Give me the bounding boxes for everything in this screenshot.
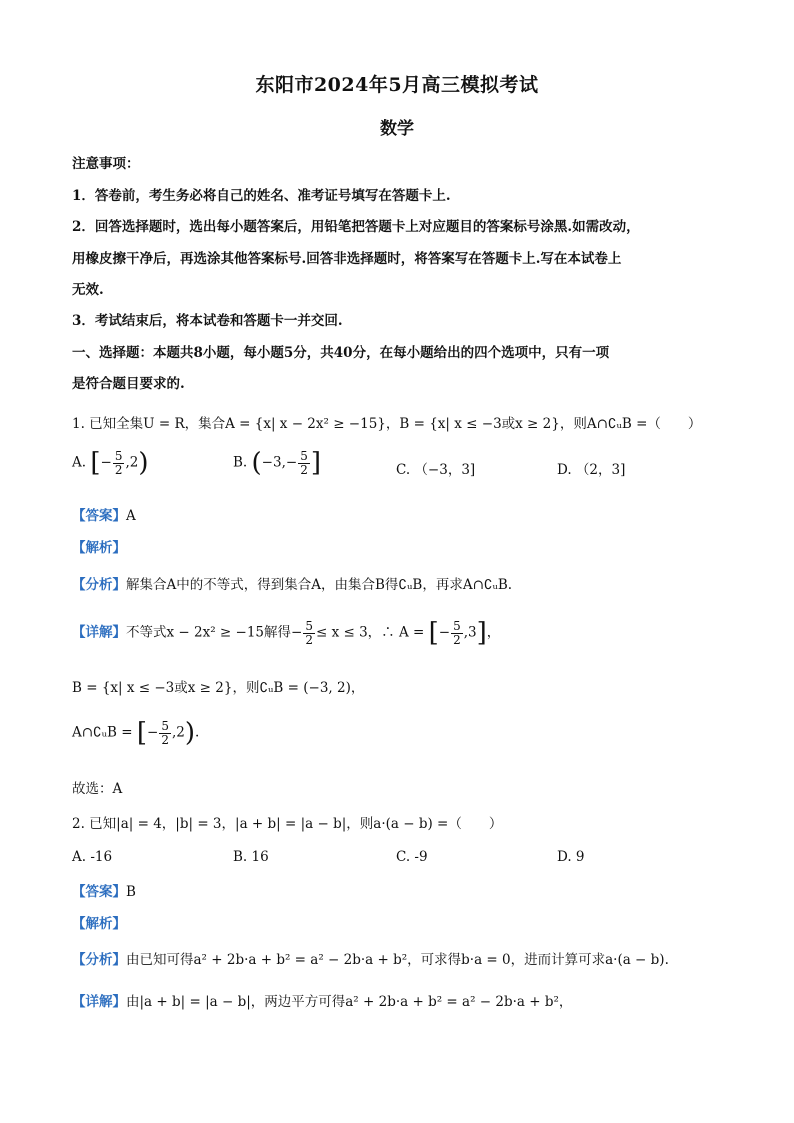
note-2b: 用橡皮擦干净后，再选涂其他答案标号.回答非选择题时，将答案写在答题卡上.写在本试卷上 xyxy=(72,251,622,267)
q1-option-b-neg3: −3, xyxy=(261,454,286,471)
q1-option-d: D. （2，3] xyxy=(557,462,626,478)
q1-option-b xyxy=(233,448,321,478)
answer-value: A xyxy=(126,508,136,524)
q2-stem: 2. 已知|a| = 4，|b| = 3，|a + b| = |a − b|，则a·(a − b) =（ ） xyxy=(72,816,503,832)
q1-option-b-frac xyxy=(298,450,310,477)
detail-text-1b: ≤ x ≤ 3，∴ A = xyxy=(315,624,425,641)
q1-option-a-close: ) xyxy=(138,448,149,478)
q1-option-b-close: ] xyxy=(310,448,321,478)
q1-option-a-label: A. xyxy=(72,454,87,471)
detail-close: ] xyxy=(476,618,487,648)
q2-fenxi xyxy=(72,948,669,968)
frac-num: 5 xyxy=(300,448,308,463)
frac-den: 2 xyxy=(114,462,123,477)
detail-3-close: ) xyxy=(184,718,196,748)
q1-stem: 1. 已知全集U = R，集合A = {x| x − 2x² ≥ −15}，B = {x| x ≤ −3或x ≥ 2}，则A∩∁ᵤB =（ ） xyxy=(72,416,702,432)
analysis-tag: 【解析】 xyxy=(72,540,126,556)
detail-text-1: 不等式x − 2x² ≥ −15解得 xyxy=(126,624,292,641)
q1-option-a-two: ,2 xyxy=(125,454,139,471)
q1-option-b-minus: − xyxy=(285,454,298,471)
q2-option-c: C. -9 xyxy=(396,849,428,865)
section-line-1: 一、选择题：本题共8小题，每小题5分，共40分，在每小题给出的四个选项中，只有一项 xyxy=(72,345,610,361)
q1-option-a-minus: − xyxy=(100,454,112,471)
q1-analysis-tag xyxy=(72,536,126,556)
notes-heading: 注意事项： xyxy=(72,156,140,172)
detail-minus: − xyxy=(291,624,303,641)
note-3: 3．考试结束后，将本试卷和答题卡一并交回. xyxy=(72,313,343,329)
fenxi-text: 解集合A中的不等式，得到集合A，由集合B得∁ᵤB，再求A∩∁ᵤB. xyxy=(126,577,513,593)
detail-3-period: . xyxy=(195,724,200,741)
q1-choose: 故选：A xyxy=(72,781,123,797)
exam-title: 东阳市2024年5月高三模拟考试 xyxy=(255,74,539,96)
frac-den: 2 xyxy=(305,632,313,647)
analysis-tag: 【解析】 xyxy=(72,916,126,932)
q1-detail-2: B = {x| x ≤ −3或x ≥ 2}，则∁ᵤB = (−3, 2)， xyxy=(72,680,365,696)
fenxi-tag: 【分析】 xyxy=(72,577,126,593)
frac-num: 5 xyxy=(305,618,313,633)
q1-option-c: C. （−3，3] xyxy=(396,462,476,478)
detail-text: 由|a + b| = |a − b|，两边平方可得a² + 2b·a + b² = a² − 2b·a + b²， xyxy=(126,994,573,1010)
frac-den: 2 xyxy=(453,632,461,647)
q1-option-b-open: ( xyxy=(251,448,262,478)
section-line-2: 是符合题目要求的. xyxy=(72,376,185,392)
q1-option-b-label: B. xyxy=(233,454,248,471)
q2-option-a: A. -16 xyxy=(72,849,113,865)
q1-option-a-frac xyxy=(113,450,125,477)
answer-tag: 【答案】 xyxy=(72,508,126,524)
detail-minus-2: − xyxy=(438,624,451,641)
detail-tag: 【详解】 xyxy=(72,994,126,1010)
note-1: 1．答卷前，考生务必将自己的姓名、准考证号填写在答题卡上. xyxy=(72,188,451,204)
fenxi-text: 由已知可得a² + 2b·a + b² = a² − 2b·a + b²，可求得b·a = 0，进而计算可求a·(a − b). xyxy=(126,952,669,968)
answer-tag: 【答案】 xyxy=(72,884,126,900)
detail-comma: ， xyxy=(486,624,501,641)
detail-frac xyxy=(303,620,315,647)
frac-num: 5 xyxy=(453,618,461,633)
q2-analysis-tag xyxy=(72,912,126,932)
q1-option-a-open: [ xyxy=(90,448,101,478)
detail-open: [ xyxy=(428,618,439,648)
detail-tag: 【详解】 xyxy=(72,624,126,641)
answer-value: B xyxy=(126,884,136,900)
frac-num: 5 xyxy=(161,718,169,733)
q1-answer xyxy=(72,504,136,524)
frac-den: 2 xyxy=(300,462,308,477)
q1-fenxi xyxy=(72,573,512,593)
q2-option-d: D. 9 xyxy=(557,849,585,865)
q2-option-b: B. 16 xyxy=(233,849,269,865)
q1-option-a xyxy=(72,448,149,478)
subject-title: 数学 xyxy=(380,119,414,139)
detail-frac-2 xyxy=(451,620,463,647)
q1-detail-3 xyxy=(72,718,199,748)
detail-3-open: [ xyxy=(136,718,148,748)
detail-3-minus: − xyxy=(147,724,159,741)
frac-den: 2 xyxy=(161,732,169,747)
detail-three: ,3 xyxy=(463,624,477,641)
q2-detail xyxy=(72,990,572,1010)
q2-answer xyxy=(72,880,136,900)
detail-3-frac xyxy=(159,720,171,747)
detail-3-text: A∩∁ᵤB = xyxy=(72,724,133,741)
detail-3-two: ,2 xyxy=(171,724,185,741)
frac-num: 5 xyxy=(114,448,123,463)
fenxi-tag: 【分析】 xyxy=(72,952,126,968)
note-2a: 2．回答选择题时，选出每小题答案后，用铅笔把答题卡上对应题目的答案标号涂黑.如需改动， xyxy=(72,219,640,235)
q1-detail-1 xyxy=(72,618,500,648)
note-2c: 无效. xyxy=(72,282,104,298)
